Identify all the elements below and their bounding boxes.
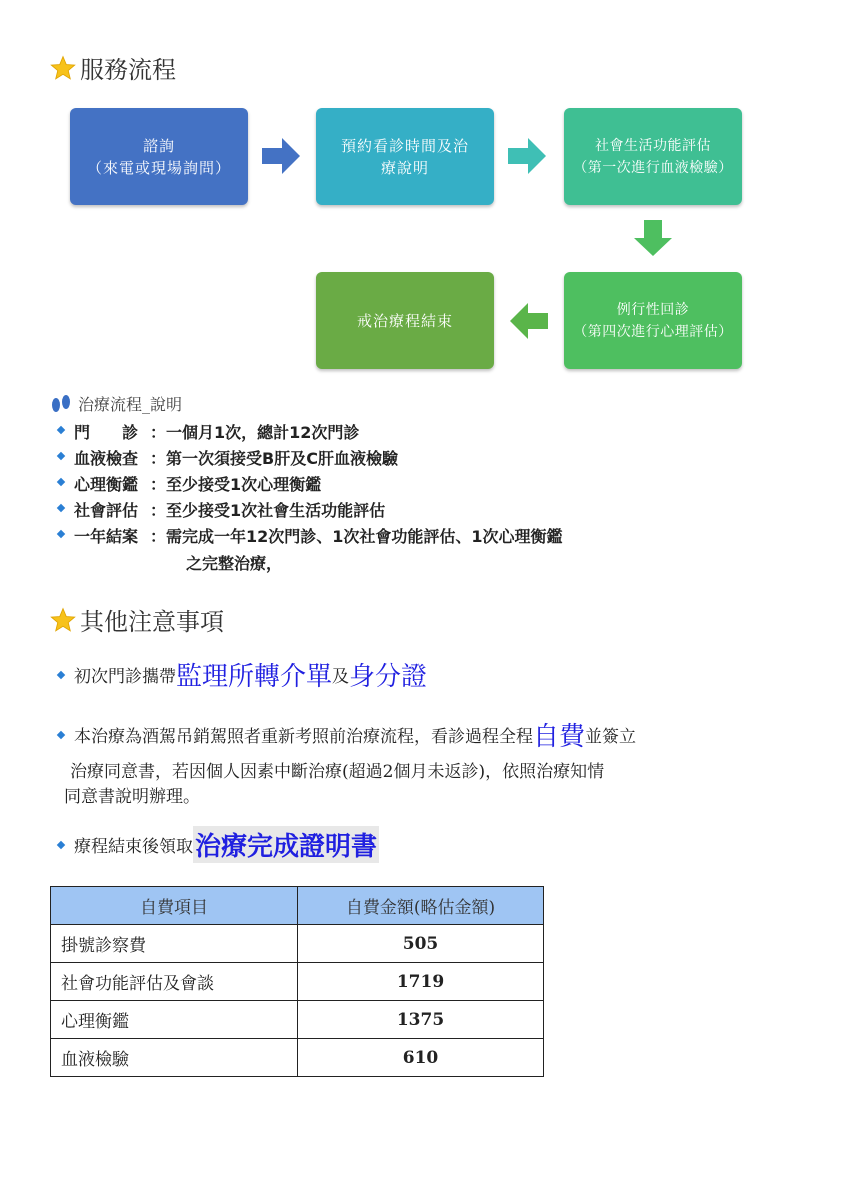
star-icon — [50, 55, 76, 81]
fee-header-item: 自費項目 — [51, 887, 298, 925]
note-self-pay — [58, 716, 636, 753]
flow-step-consult-line1: 諮詢 — [142, 136, 175, 155]
fee-amount: 1719 — [298, 963, 544, 1001]
service-process-heading — [50, 50, 176, 85]
table-row — [51, 1001, 544, 1039]
process-item — [58, 498, 385, 521]
process-value: ：至少接受1次心理衡鑑 — [150, 475, 322, 494]
bullet-icon — [57, 478, 65, 486]
process-value: ：需完成一年12次門診、1次社會功能評估、1次心理衡鑑 — [150, 527, 563, 546]
fee-item: 血液檢驗 — [51, 1039, 298, 1077]
table-row — [51, 925, 544, 963]
fee-amount: 1375 — [298, 1001, 544, 1039]
table-row — [51, 1039, 544, 1077]
note2-highlight: 自費 — [533, 722, 586, 752]
note1-highlight-id: 身分證 — [349, 662, 428, 692]
flow-step-followup-line2: （第四次進行心理評估） — [573, 323, 733, 340]
note1-text: 初次門診攜帶 — [74, 667, 176, 687]
note2-line3: 同意書說明辦理。 — [64, 787, 200, 807]
other-notes-heading — [50, 602, 224, 637]
note3-text: 療程結束後領取 — [74, 837, 193, 857]
fee-amount: 505 — [298, 925, 544, 963]
bullet-icon — [57, 504, 65, 512]
fee-table-header — [51, 887, 544, 925]
process-key: 血液檢查 — [74, 449, 139, 468]
bullet-icon — [57, 452, 65, 460]
process-item — [58, 420, 359, 443]
process-title: 治療流程_說明 — [78, 395, 183, 414]
flow-step-end — [316, 272, 494, 369]
flow-step-appointment-line2: 療說明 — [380, 158, 429, 177]
arrow-right-icon — [508, 138, 546, 174]
star-icon — [50, 607, 76, 633]
bullet-icon — [57, 670, 65, 678]
process-item — [58, 446, 398, 469]
process-subheading — [50, 392, 182, 415]
arrow-right-icon — [262, 138, 300, 174]
flow-step-followup — [564, 272, 742, 369]
flow-step-consult-line2: （來電或現場詢問） — [86, 158, 231, 177]
note1-highlight-referral: 監理所轉介單 — [176, 662, 333, 692]
bullet-icon — [57, 730, 65, 738]
process-value: ：一個月1次，總計12次門診 — [150, 423, 360, 442]
note1-and: 及 — [332, 667, 350, 687]
flow-step-social-eval-line1: 社會生活功能評估 — [595, 137, 711, 154]
note-documents — [58, 656, 427, 693]
fee-item: 社會功能評估及會談 — [51, 963, 298, 1001]
flow-step-consult — [70, 108, 248, 205]
section1-title: 服務流程 — [80, 56, 176, 84]
fee-item: 心理衡鑑 — [51, 1001, 298, 1039]
fee-item: 掛號診察費 — [51, 925, 298, 963]
bullet-icon — [57, 426, 65, 434]
flow-step-social-eval-line2: （第一次進行血液檢驗） — [573, 159, 733, 176]
flow-step-appointment — [316, 108, 494, 205]
section2-title: 其他注意事項 — [80, 608, 224, 636]
note-certificate — [58, 826, 379, 863]
fee-amount: 610 — [298, 1039, 544, 1077]
process-item — [58, 524, 563, 547]
flow-step-end-line1: 戒治療程結束 — [356, 311, 453, 330]
table-row — [51, 963, 544, 1001]
process-key: 門 診 — [74, 423, 139, 442]
process-key: 社會評估 — [74, 501, 139, 520]
fee-table — [50, 886, 544, 1077]
note2-text-after: 並簽立 — [585, 727, 637, 747]
flow-step-followup-line1: 例行性回診 — [616, 301, 690, 318]
process-key: 一年結案 — [74, 527, 139, 546]
process-value: ：第一次須接受B肝及C肝血液檢驗 — [150, 449, 398, 468]
fee-header-amount: 自費金額(略估金額) — [298, 887, 544, 925]
process-value: ：至少接受1次社會生活功能評估 — [150, 501, 386, 520]
arrow-down-icon — [634, 220, 672, 256]
arrow-left-icon — [510, 303, 548, 339]
flow-step-appointment-line1: 預約看診時間及治 — [340, 136, 469, 155]
note3-highlight: 治療完成證明書 — [193, 826, 379, 863]
bullet-icon — [57, 530, 65, 538]
process-value-continued: 之完整治療， — [186, 554, 283, 573]
flow-step-social-eval — [564, 108, 742, 205]
note2-line2: 治療同意書，若因個人因素中斷治療(超過2個月未返診)，依照治療知情 — [70, 762, 605, 782]
footprints-icon — [50, 394, 72, 414]
process-item — [58, 472, 321, 495]
bullet-icon — [57, 840, 65, 848]
note2-text: 本治療為酒駕吊銷駕照者重新考照前治療流程，看診過程全程 — [74, 727, 533, 747]
process-key: 心理衡鑑 — [74, 475, 139, 494]
